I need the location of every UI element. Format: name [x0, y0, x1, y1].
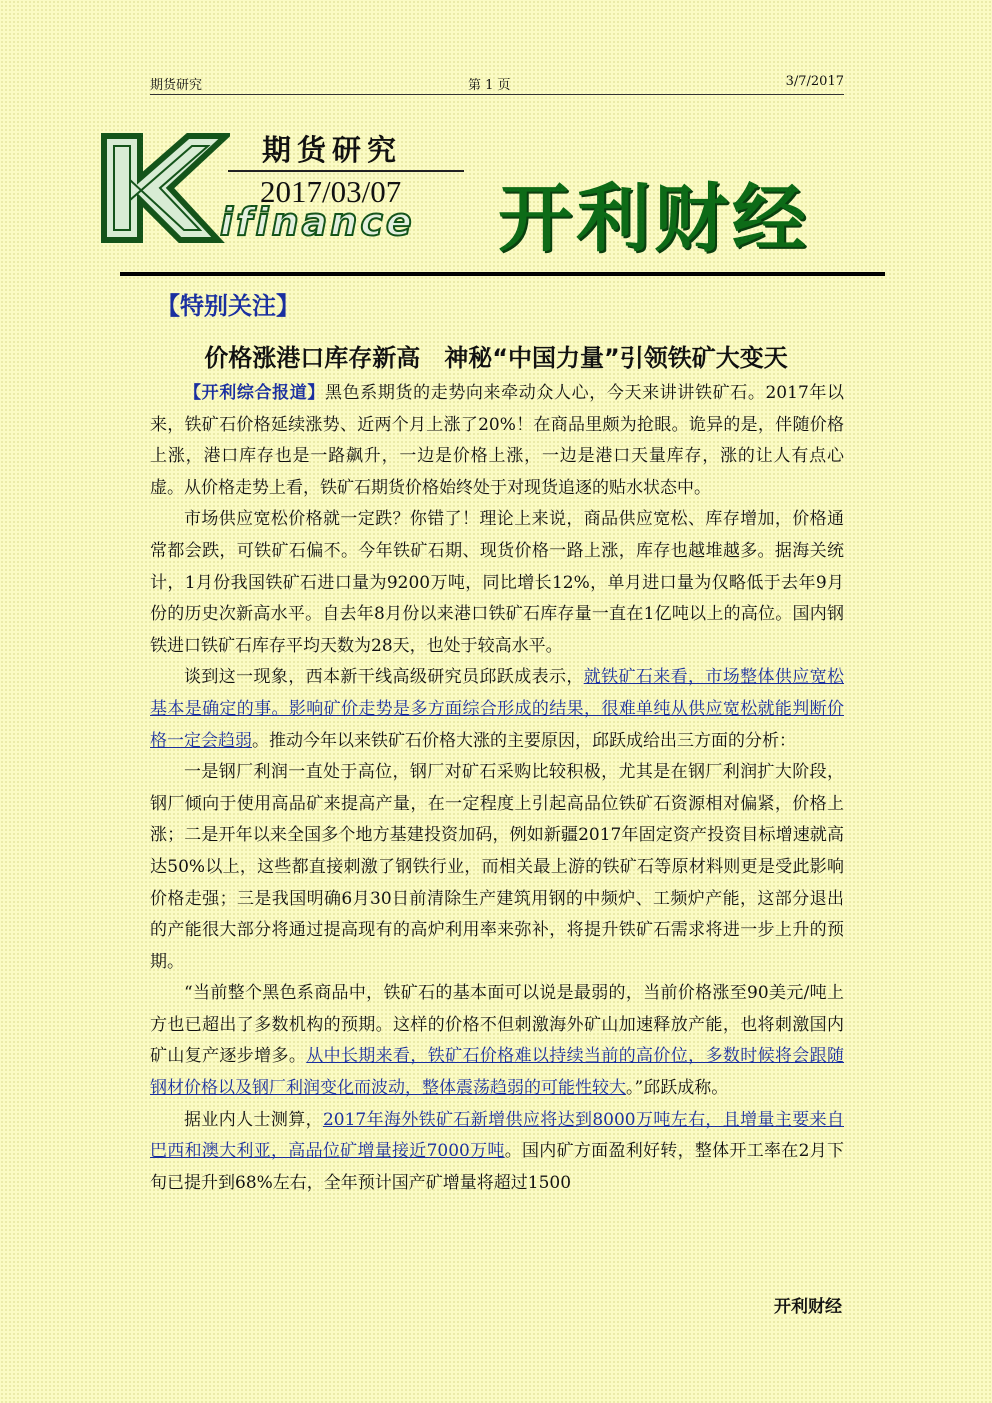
page-header: [150, 72, 844, 95]
quote-link[interactable]: 从中长期来看，铁矿石价格难以持续当前的高价位，多数时候将会跟随钢材价格以及钢厂利润变化而波动，整体震荡趋弱的可能性较大: [150, 1046, 845, 1099]
quote-link[interactable]: 2017年海外铁矿石新增供应将达到8000万吨左右，且增量主要来自巴西和澳大利亚，高品位矿增量接近7000万吨: [150, 1109, 844, 1162]
paragraph-text: 市场供应宽松价格就一定跌？你错了！理论上来说，商品供应宽松、库存增加，价格通常都会跌，可铁矿石偏不。今年铁矿石期、现货价格一路上涨，库存也越堆越多。据海关统计，1月份我国铁矿石进口量为9200万吨，同比增长12%，单月进口量为仅略低于去年9月份的历史次新高水平。自去年8月份以来港口铁矿石库存量一直在1亿吨以上的高位。国内钢铁进口铁矿石库存平均天数为28天，也处于较高水平。: [150, 509, 844, 656]
paragraph: [150, 757, 844, 978]
header-left: 期货研究: [150, 78, 203, 93]
header-date: 3/7/2017: [785, 74, 844, 89]
kifinance-logo: [100, 128, 470, 248]
paragraph: [150, 978, 844, 1104]
footer-brand: 开利财经: [774, 1297, 842, 1317]
quote-link[interactable]: 就铁矿石来看，市场整体供应宽松基本是确定的事。影响矿价走势是多方面综合形成的结果，很难单纯从供应宽松就能判断价格一定会趋弱: [150, 667, 844, 751]
paragraph-text: 。”邱跃成称。: [626, 1078, 729, 1099]
header-page-number: 第 1 页: [468, 78, 511, 93]
paragraph-text: 。国内矿方面盈利好转，整体开工率在2月下旬已提升到68%左右，全年预计国产矿增量将超过1500: [150, 1141, 844, 1193]
paragraph-text: 黑色系期货的走势向来牵动众人心，今天来讲讲铁矿石。2017年以来，铁矿石价格延续涨势、近两个月上涨了20%！在商品里颇为抢眼。诡异的是，伴随价格上涨，港口库存也是一路飙升，一边是价格上涨，一边是港口天量库存，涨的让人有点心虚。从价格走势上看，铁矿石期货价格始终处于对现货追逐的贴水状态中。: [150, 383, 844, 498]
logo-date: 2017/03/07: [260, 174, 402, 209]
paragraph: [150, 504, 844, 662]
paragraph: [150, 662, 844, 757]
paragraph-text: “当前整个黑色系商品中，铁矿石的基本面可以说是最弱的，当前价格涨至90美元/吨上方也已超出了多数机构的预期。这样的价格不但刺激海外矿山加速释放产能，也将刺激国内矿山复产逐步增多。: [150, 983, 844, 1067]
logo-divider: [228, 170, 464, 172]
logo-wordmark: ifinance: [220, 200, 415, 244]
paragraph-text: 。推动今年以来铁矿石价格大涨的主要原因，邱跃成给出三方面的分析：: [252, 730, 796, 751]
paragraph: [150, 378, 844, 504]
brand-title: 开利财经: [498, 176, 810, 262]
article-body: [150, 378, 844, 1199]
article-title: 价格涨港口库存新高 神秘“中国力量”引领铁矿大变天: [204, 344, 788, 372]
section-label: 【特别关注】: [156, 292, 300, 320]
paragraph-text: 谈到这一现象，西本新干线高级研究员邱跃成表示，: [184, 667, 584, 688]
logo-title: 期货研究: [261, 133, 402, 167]
paragraph: [150, 1105, 844, 1200]
report-lead: 【开利综合报道】: [184, 383, 325, 403]
k-logo-icon: [100, 128, 230, 248]
paragraph-text: 一是钢厂利润一直处于高位，钢厂对矿石采购比较积极，尤其是在钢厂利润扩大阶段，钢厂倾向于使用高品矿来提高产量，在一定程度上引起高品位铁矿石资源相对偏紧，价格上涨；二是开年以来全国多个地方基建投资加码，例如新疆2017年固定资产投资目标增速就高达50%以上，这些都直接刺激了钢铁行业，而相关最上游的铁矿石等原材料则更是受此影响价格走强；三是我国明确6月30日前清除生产建筑用钢的中频炉、工频炉产能，这部分退出的产能很大部分将通过提高现有的高炉利用率来弥补，将提升铁矿石需求将进一步上升的预期。: [150, 762, 844, 972]
header-divider: [120, 272, 885, 276]
paragraph-text: 据业内人士测算，: [184, 1109, 323, 1130]
